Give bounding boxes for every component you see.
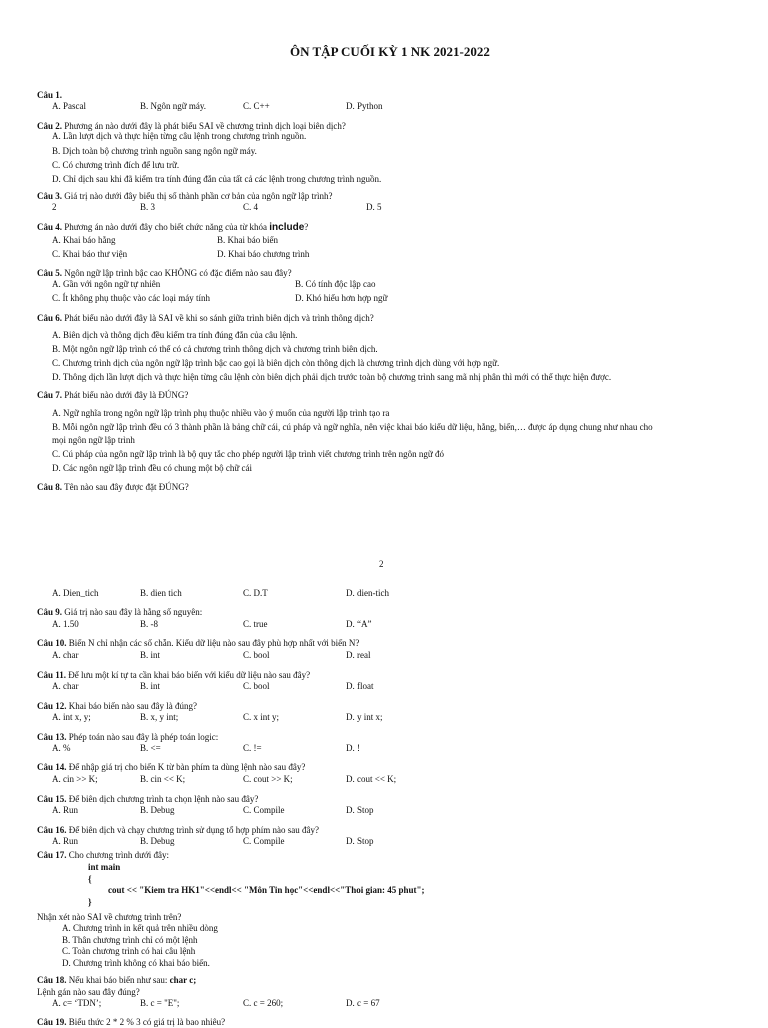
- option-a: A. Ngữ nghĩa trong ngôn ngữ lập trình phụ thuộc nhiều vào ý muốn của người lập trình tạo ra: [52, 408, 390, 418]
- option-d: D. Stop: [346, 805, 374, 815]
- question-line: [37, 762, 305, 773]
- option-c: C. !=: [243, 743, 262, 753]
- option-d: D. “A”: [346, 619, 372, 629]
- question-label: Câu 11.: [37, 670, 67, 680]
- option-b: B. Dịch toàn bộ chương trình nguồn sang ngôn ngữ máy.: [52, 146, 257, 156]
- question-label: Câu 12.: [37, 701, 67, 711]
- option-d: D. dien-tich: [346, 588, 389, 598]
- question-label: Câu 5.: [37, 268, 63, 278]
- question-text: Biểu thức 2 * 2 % 3 có giá trị là bao nhiêu?: [68, 1017, 226, 1027]
- question-text: Giá trị nào dưới đây biểu thị số thành phần cơ bản của ngôn ngữ lập trình?: [64, 191, 333, 201]
- question-line: [37, 825, 319, 836]
- option-a: A. Lần lượt dịch và thực hiện từng câu lệnh trong chương trình nguồn.: [52, 131, 307, 141]
- question-label: Câu 17.: [37, 850, 67, 860]
- question-line: [37, 607, 202, 618]
- question-label: Câu 18.: [37, 975, 67, 985]
- option-a: A. cin >> K;: [52, 774, 98, 784]
- question-label: Câu 15.: [37, 794, 67, 804]
- option-b: B. Ngôn ngữ máy.: [140, 101, 207, 111]
- option-c: C. Chương trình dịch của ngôn ngữ lập trình bậc cao gọi là biên dịch còn thông dịch là chương trình dịch dùng với hợp ngữ.: [52, 358, 500, 368]
- question-label: Câu 1.: [37, 90, 63, 100]
- option-c: C. Khai báo thư viện: [52, 249, 128, 259]
- page-number: 2: [379, 559, 384, 569]
- option-b: B. 3: [140, 202, 156, 212]
- option-c: C. Có chương trình đích để lưu trữ.: [52, 160, 180, 170]
- question-line: [37, 191, 332, 202]
- question-text: Để biên dịch và chạy chương trình sử dụng tổ hợp phím nào sau đây?: [68, 825, 319, 835]
- question-label: Câu 10.: [37, 638, 67, 648]
- option-d: D. Khó hiểu hơn hợp ngữ: [295, 293, 388, 303]
- option-a: A. Gần với ngôn ngữ tự nhiên: [52, 279, 161, 289]
- option-d: D. cout << K;: [346, 774, 397, 784]
- option-b: B. Thân chương trình chỉ có một lệnh: [62, 935, 198, 945]
- option-c: C. Ít không phụ thuộc vào các loại máy tính: [52, 293, 210, 303]
- option-a: A. Dien_tich: [52, 588, 99, 598]
- question-line: [37, 268, 292, 279]
- question-label: Câu 6.: [37, 313, 63, 323]
- option-d: D. Chỉ dịch sau khi đã kiểm tra tính đúng đắn của tất cả các lệnh trong chương trình nguồn.: [52, 174, 382, 184]
- question-line: [37, 313, 374, 324]
- question-mark: ?: [304, 222, 309, 232]
- option-c: C. true: [243, 619, 268, 629]
- question-label: Câu 3.: [37, 191, 63, 201]
- option-a: A. c= ‘TDN’;: [52, 998, 102, 1008]
- question-text: Tên nào sau đây được đặt ĐÚNG?: [64, 482, 189, 492]
- option-c: C. Toàn chương trình có hai câu lệnh: [62, 946, 196, 956]
- option-b: B. Mỗi ngôn ngữ lập trình đều có 3 thành phần là bảng chữ cái, cú pháp và ngữ nghĩa, nên việc khai báo kiểu dữ liệu, hằng, biến,… được áp dụng chung như nhau cho: [52, 422, 653, 432]
- question-text: Phương án nào dưới đây là phát biểu SAI về chương trình dịch loại biên dịch?: [64, 121, 346, 131]
- question-text: Biến N chỉ nhận các số chẵn. Kiểu dữ liệu nào sau đây phù hợp nhất với biến N?: [68, 638, 360, 648]
- question-line: [37, 390, 188, 401]
- option-c: C. cout >> K;: [243, 774, 293, 784]
- question-text: Để lưu một kí tự ta cần khai báo biến với kiểu dữ liệu nào sau đây?: [68, 670, 311, 680]
- question-label: Câu 9.: [37, 607, 63, 617]
- option-c: C. 4: [243, 202, 259, 212]
- option-b: B. dien tich: [140, 588, 182, 598]
- option-b: B. x, y int;: [140, 712, 179, 722]
- option-d: D. Python: [346, 101, 383, 111]
- option-d: D. float: [346, 681, 374, 691]
- option-b: B. Khai báo biến: [217, 235, 278, 245]
- option-c: C. bool: [243, 681, 270, 691]
- option-d: D. y int x;: [346, 712, 383, 722]
- option-c: C. bool: [243, 650, 270, 660]
- option-b-continued: mọi ngôn ngữ lập trình: [52, 435, 135, 445]
- question-text: Lệnh gán nào sau đây đúng?: [37, 987, 140, 997]
- option-a: A. char: [52, 650, 79, 660]
- question-text: Phương án nào dưới đây cho biết chức năng của từ khóa: [64, 222, 267, 232]
- option-d: D. c = 67: [346, 998, 380, 1008]
- question-line: [37, 670, 310, 681]
- question-line: [37, 850, 169, 861]
- option-c: C. c = 260;: [243, 998, 284, 1008]
- question-line: [37, 222, 308, 233]
- option-b: B. cin << K;: [140, 774, 186, 784]
- question-label: Câu 13.: [37, 732, 67, 742]
- option-d: D. real: [346, 650, 371, 660]
- code-line: {: [88, 874, 92, 884]
- declaration: char c;: [169, 975, 197, 985]
- option-d: D. Chương trình không có khai báo biến.: [62, 958, 210, 968]
- code-line: }: [88, 897, 92, 907]
- code-line: int main: [88, 862, 121, 872]
- question-line: [37, 794, 258, 805]
- option-c: C. D.T: [243, 588, 268, 598]
- option-d: D. 5: [366, 202, 382, 212]
- option-b: B. -8: [140, 619, 158, 629]
- option-a: 2: [52, 202, 57, 212]
- question-line: [37, 1017, 225, 1028]
- option-c: C. C++: [243, 101, 270, 111]
- option-d: D. Thông dịch lần lượt dịch và thực hiện từng câu lệnh còn biên dịch phải dịch trước toàn bộ chương trình sang mã nhị phân thì mới có thể thực hiện được.: [52, 372, 612, 382]
- question-line: [37, 732, 218, 743]
- option-b: B. Debug: [140, 805, 175, 815]
- question-text: Phát biểu nào dưới đây là ĐÚNG?: [64, 390, 189, 400]
- question-line: [37, 975, 196, 986]
- question-text: Phát biểu nào dưới đây là SAI về khi so sánh giữa trình biên dịch và trình thông dịch?: [64, 313, 374, 323]
- option-b: B. int: [140, 650, 161, 660]
- code-line: cout << "Kiem tra HK1"<<endl<< "Môn Tin học"<<endl<<"Thoi gian: 45 phut";: [108, 885, 425, 895]
- question-text: Để nhập giá trị cho biến K từ bàn phím ta dùng lệnh nào sau đây?: [68, 762, 306, 772]
- question-text: Nếu khai báo biến như sau:: [68, 975, 168, 985]
- option-d: D. Các ngôn ngữ lập trình đều có chung một bộ chữ cái: [52, 463, 252, 473]
- question-label: Câu 4.: [37, 222, 63, 232]
- option-d: D. Stop: [346, 836, 374, 846]
- option-a: A. char: [52, 681, 79, 691]
- option-a: A. Khai báo hằng: [52, 235, 116, 245]
- option-b: B. c = "E";: [140, 998, 180, 1008]
- option-c: C. Compile: [243, 805, 285, 815]
- question-text: Khai báo biến nào sau đây là đúng?: [68, 701, 197, 711]
- option-a: A. 1.50: [52, 619, 79, 629]
- option-a: A. %: [52, 743, 71, 753]
- option-a: A. Pascal: [52, 101, 86, 111]
- option-b: B. <=: [140, 743, 161, 753]
- option-a: A. int x, y;: [52, 712, 91, 722]
- option-b: B. Debug: [140, 836, 175, 846]
- option-a: A. Run: [52, 805, 79, 815]
- question-line: [37, 638, 359, 649]
- option-c: C. Compile: [243, 836, 285, 846]
- question-label: Câu 2.: [37, 121, 63, 131]
- option-c: C. x int y;: [243, 712, 280, 722]
- option-a: A. Run: [52, 836, 79, 846]
- option-a: A. Chương trình in kết quả trên nhiều dòng: [62, 923, 218, 933]
- question-label: Câu 8.: [37, 482, 63, 492]
- keyword: include: [269, 222, 305, 233]
- option-d: D. !: [346, 743, 360, 753]
- question-text: Để biên dịch chương trình ta chọn lệnh nào sau đây?: [68, 794, 259, 804]
- question-label: Câu 14.: [37, 762, 67, 772]
- question-label: Câu 16.: [37, 825, 67, 835]
- page-title: ÔN TẬP CUỐI KỲ 1 NK 2021-2022: [290, 44, 490, 59]
- question-line: [37, 482, 189, 493]
- option-b: B. Một ngôn ngữ lập trình có thể có cả chương trình thông dịch và chương trình biên dịch.: [52, 344, 378, 354]
- option-c: C. Cú pháp của ngôn ngữ lập trình là bộ quy tắc cho phép người lập trình viết chương trình trên ngôn ngữ đó: [52, 449, 444, 459]
- question-text: Cho chương trình dưới đây:: [68, 850, 170, 860]
- question-text: Ngôn ngữ lập trình bậc cao KHÔNG có đặc điểm nào sau đây?: [64, 268, 292, 278]
- question-line: [37, 701, 197, 712]
- question-text: Nhận xét nào SAI về chương trình trên?: [37, 912, 182, 922]
- option-b: B. int: [140, 681, 161, 691]
- option-b: B. Có tính độc lập cao: [295, 279, 376, 289]
- option-a: A. Biên dịch và thông dịch đều kiểm tra tính đúng đắn của câu lệnh.: [52, 330, 298, 340]
- question-label: Câu 7.: [37, 390, 63, 400]
- question-text: Giá trị nào sau đây là hằng số nguyên:: [64, 607, 203, 617]
- question-label: Câu 19.: [37, 1017, 67, 1027]
- option-d: D. Khai báo chương trình: [217, 249, 310, 259]
- question-text: Phép toán nào sau đây là phép toán logic:: [68, 732, 219, 742]
